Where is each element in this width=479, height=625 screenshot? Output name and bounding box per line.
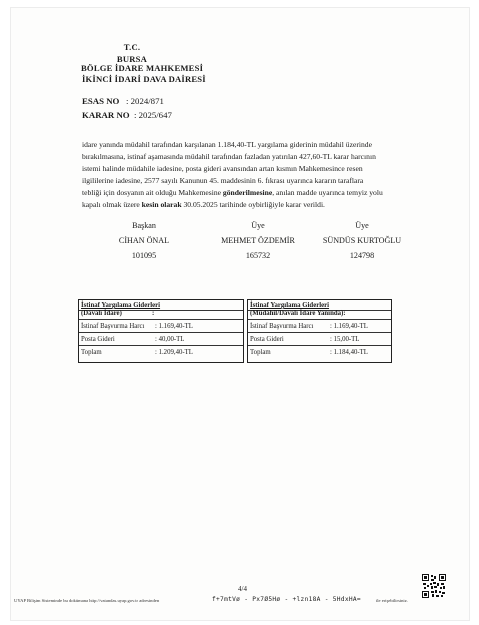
cost-row-label: Posta Gideri	[81, 336, 115, 343]
cost-box-subtitle-colon: :	[152, 310, 155, 317]
divider	[248, 319, 391, 320]
header-city: BURSA	[116, 54, 148, 64]
uyap-note-tail: ile erişebilirsiniz.	[376, 598, 408, 603]
cost-row-value: : 1.169,40-TL	[330, 323, 368, 330]
body-line: bırakılmasına, istinaf aşamasında müdahil tarafından fazladan yatırılan 427,60-TL karar harcının	[82, 151, 376, 161]
cost-row-label: Posta Gideri	[250, 336, 284, 343]
cost-box-subtitle	[81, 310, 155, 317]
body-bold-seg: gönderilmesine	[222, 187, 273, 197]
cost-row-value: : 15,00-TL	[330, 336, 360, 343]
karar-value: : 2025/647	[134, 110, 172, 120]
cost-row-value: : 1.169,40-TL	[155, 323, 193, 330]
verification-code: f+7mtVø - Px7Ø5Hø - +lzn18A - 5HdxHA=	[212, 596, 361, 603]
signature-number: 165732	[245, 251, 271, 260]
body-seg: , anılan madde uyarınca temyiz yolu	[272, 187, 383, 197]
uyap-note: UYAP Bilişim Sisteminde bu dokümana http://vatandas.uyap.gov.tr adresinden	[14, 598, 160, 603]
esas-value: : 2024/871	[126, 96, 164, 106]
header-court: BÖLGE İDARE MAHKEMESİ	[81, 63, 204, 73]
cost-box-subtitle-text: (Davalı İdare)	[81, 310, 122, 317]
signature-name: SÜNDÜS KURTOĞLU	[322, 236, 402, 245]
signature-number: 124798	[349, 251, 375, 260]
cost-box-intervener	[247, 299, 392, 363]
cost-row-label: Toplam	[250, 349, 271, 356]
cost-row	[81, 349, 193, 356]
page-number: 4/4	[238, 585, 247, 593]
cost-box-subtitle: (Müdahil/Davalı İdare Yanında):	[250, 310, 346, 317]
karar-no	[82, 110, 172, 120]
body-seg: tebliği için dosyanın ait olduğu Mahkemesine	[82, 187, 223, 197]
header-tc: T.C.	[123, 42, 141, 52]
qr-code-icon	[422, 574, 446, 598]
cost-row-label: İstinaf Başvurma Harcı	[250, 323, 314, 330]
body-line	[82, 187, 416, 199]
body-line: ilgililerine iadesine, 2577 sayılı Kanunun 45. maddesinin 6. fıkrası uyarınca kararın taraflara	[82, 175, 364, 185]
cost-row	[81, 336, 185, 343]
body-line: idare yanında müdahil tarafından karşılanan 1.184,40-TL yargılama giderinin müdahil üzerinde	[82, 140, 372, 149]
esas-label: ESAS NO	[82, 96, 120, 106]
cost-row	[250, 336, 360, 343]
body-bold-seg: kesin olarak	[141, 199, 182, 209]
cost-box-title: İstinaf Yargılama Giderleri	[250, 302, 330, 309]
cost-row-value: : 1.184,40-TL	[330, 349, 368, 356]
cost-box-title: İstinaf Yargılama Giderleri	[81, 302, 161, 309]
signature-title: Üye	[251, 221, 265, 230]
body-line: istemi halinde müdahile iadesine, posta gideri avansından artan kısmın Mahkemesince resen	[82, 163, 363, 173]
cost-box-defendant	[78, 299, 244, 363]
cost-row	[250, 349, 368, 356]
esas-no	[82, 96, 164, 106]
divider	[79, 345, 243, 346]
body-seg: 30.05.2025 tarihinde oybirliğiyle karar verildi.	[181, 199, 325, 209]
signature-number: 101095	[131, 251, 157, 260]
divider	[248, 332, 391, 333]
karar-label: KARAR NO	[82, 110, 130, 120]
divider	[248, 345, 391, 346]
signature-name: MEHMET ÖZDEMİR	[221, 236, 295, 245]
body-seg: kapalı olmak üzere	[82, 199, 142, 209]
signature-title: Başkan	[132, 221, 156, 230]
header-chamber: İKİNCİ İDARİ DAVA DAİRESİ	[82, 74, 206, 84]
cost-row-value: : 40,00-TL	[155, 336, 185, 343]
decision-text	[82, 139, 416, 210]
cost-row	[81, 323, 193, 330]
divider	[79, 319, 243, 320]
cost-row-value: : 1.209,40-TL	[155, 349, 193, 356]
divider	[79, 332, 243, 333]
signature-name: CİHAN ÖNAL	[118, 236, 170, 245]
cost-row	[250, 323, 368, 330]
cost-row-label: Toplam	[81, 349, 102, 356]
body-line	[82, 199, 416, 211]
signature-title: Üye	[355, 221, 369, 230]
cost-row-label: İstinaf Başvurma Harcı	[81, 323, 145, 330]
